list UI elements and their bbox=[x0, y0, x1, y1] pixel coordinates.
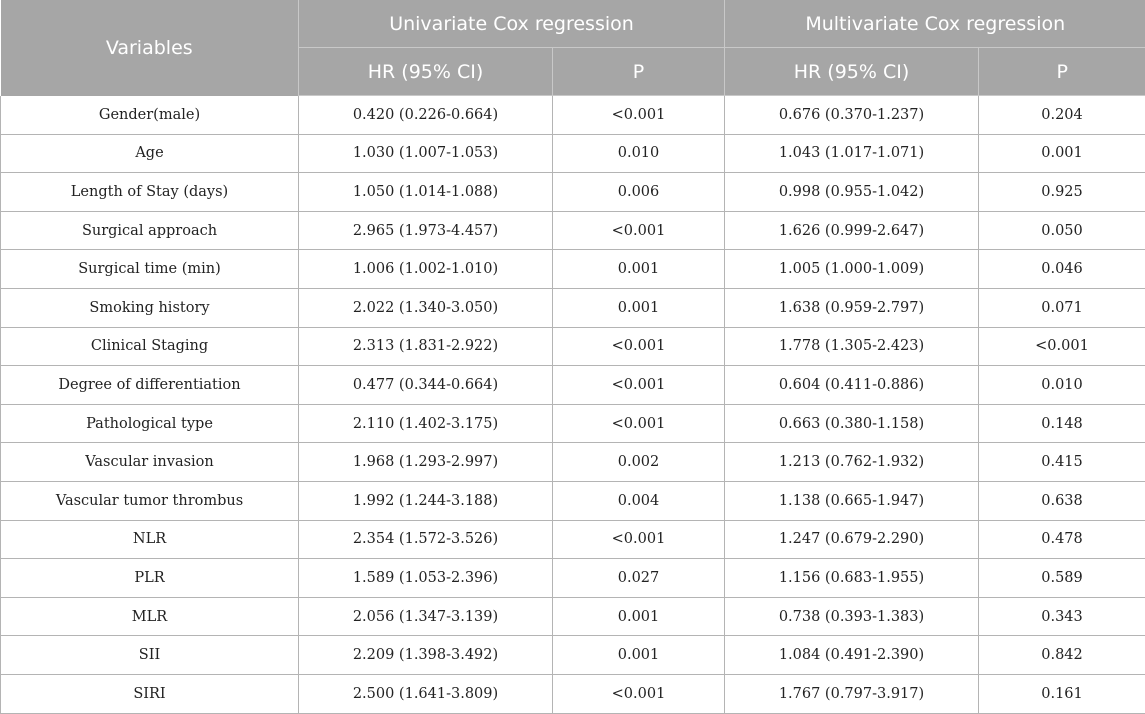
cell-multivariate-p: 0.001 bbox=[979, 134, 1145, 173]
table-row bbox=[1, 327, 1145, 366]
cell-univariate-hr: 2.500 (1.641-3.809) bbox=[299, 674, 553, 713]
cell-multivariate-p: 0.050 bbox=[979, 211, 1145, 250]
cell-univariate-hr: 2.110 (1.402-3.175) bbox=[299, 404, 553, 443]
header-multivariate: Multivariate Cox regression bbox=[725, 0, 1145, 48]
cell-univariate-hr: 1.589 (1.053-2.396) bbox=[299, 559, 553, 598]
cell-univariate-p: 0.006 bbox=[553, 173, 725, 212]
cell-multivariate-hr: 0.738 (0.393-1.383) bbox=[725, 597, 979, 636]
cell-univariate-hr: 1.968 (1.293-2.997) bbox=[299, 443, 553, 482]
cell-variable: Vascular tumor thrombus bbox=[1, 481, 299, 520]
table-header bbox=[1, 0, 1145, 96]
cell-variable: MLR bbox=[1, 597, 299, 636]
cell-univariate-p: <0.001 bbox=[553, 404, 725, 443]
cell-univariate-p: <0.001 bbox=[553, 520, 725, 559]
cell-multivariate-p: <0.001 bbox=[979, 327, 1145, 366]
table-row bbox=[1, 288, 1145, 327]
cell-univariate-hr: 2.313 (1.831-2.922) bbox=[299, 327, 553, 366]
table-row bbox=[1, 481, 1145, 520]
cell-multivariate-p: 0.148 bbox=[979, 404, 1145, 443]
cell-multivariate-p: 0.589 bbox=[979, 559, 1145, 598]
cell-univariate-p: <0.001 bbox=[553, 211, 725, 250]
header-variables: Variables bbox=[1, 0, 299, 96]
cell-univariate-p: 0.001 bbox=[553, 636, 725, 675]
cell-multivariate-p: 0.343 bbox=[979, 597, 1145, 636]
cell-univariate-hr: 1.030 (1.007-1.053) bbox=[299, 134, 553, 173]
cell-multivariate-p: 0.204 bbox=[979, 96, 1145, 135]
cell-univariate-p: <0.001 bbox=[553, 674, 725, 713]
table-row bbox=[1, 559, 1145, 598]
cell-univariate-p: 0.001 bbox=[553, 288, 725, 327]
cell-multivariate-hr: 1.084 (0.491-2.390) bbox=[725, 636, 979, 675]
header-row-groups bbox=[1, 0, 1145, 48]
cell-multivariate-p: 0.071 bbox=[979, 288, 1145, 327]
cell-univariate-p: 0.002 bbox=[553, 443, 725, 482]
cell-univariate-hr: 2.965 (1.973-4.457) bbox=[299, 211, 553, 250]
cell-univariate-p: <0.001 bbox=[553, 96, 725, 135]
cell-variable: SIRI bbox=[1, 674, 299, 713]
cell-multivariate-hr: 1.626 (0.999-2.647) bbox=[725, 211, 979, 250]
header-multi-p: P bbox=[979, 48, 1145, 96]
cell-variable: Pathological type bbox=[1, 404, 299, 443]
cell-variable: Degree of differentiation bbox=[1, 366, 299, 405]
header-univariate: Univariate Cox regression bbox=[299, 0, 725, 48]
table-row bbox=[1, 250, 1145, 289]
cell-multivariate-hr: 1.638 (0.959-2.797) bbox=[725, 288, 979, 327]
table-body bbox=[1, 96, 1145, 714]
cell-univariate-hr: 1.050 (1.014-1.088) bbox=[299, 173, 553, 212]
table-row bbox=[1, 404, 1145, 443]
header-multi-hr: HR (95% CI) bbox=[725, 48, 979, 96]
cell-variable: Surgical time (min) bbox=[1, 250, 299, 289]
cell-univariate-hr: 0.420 (0.226-0.664) bbox=[299, 96, 553, 135]
header-uni-p: P bbox=[553, 48, 725, 96]
cell-multivariate-p: 0.925 bbox=[979, 173, 1145, 212]
cell-multivariate-p: 0.842 bbox=[979, 636, 1145, 675]
table-row bbox=[1, 134, 1145, 173]
table-row bbox=[1, 96, 1145, 135]
cell-univariate-hr: 2.022 (1.340-3.050) bbox=[299, 288, 553, 327]
table-row bbox=[1, 443, 1145, 482]
cell-multivariate-p: 0.415 bbox=[979, 443, 1145, 482]
cell-multivariate-p: 0.478 bbox=[979, 520, 1145, 559]
cell-univariate-hr: 0.477 (0.344-0.664) bbox=[299, 366, 553, 405]
cell-univariate-p: 0.010 bbox=[553, 134, 725, 173]
cell-multivariate-hr: 1.213 (0.762-1.932) bbox=[725, 443, 979, 482]
cell-multivariate-hr: 1.043 (1.017-1.071) bbox=[725, 134, 979, 173]
cell-multivariate-hr: 1.778 (1.305-2.423) bbox=[725, 327, 979, 366]
cell-variable: PLR bbox=[1, 559, 299, 598]
cell-variable: Gender(male) bbox=[1, 96, 299, 135]
cell-multivariate-hr: 1.767 (0.797-3.917) bbox=[725, 674, 979, 713]
cell-univariate-hr: 1.006 (1.002-1.010) bbox=[299, 250, 553, 289]
cell-variable: Clinical Staging bbox=[1, 327, 299, 366]
table-row bbox=[1, 173, 1145, 212]
cell-multivariate-p: 0.161 bbox=[979, 674, 1145, 713]
cell-variable: Age bbox=[1, 134, 299, 173]
cell-variable: Surgical approach bbox=[1, 211, 299, 250]
table-row bbox=[1, 520, 1145, 559]
cell-multivariate-hr: 0.998 (0.955-1.042) bbox=[725, 173, 979, 212]
cell-multivariate-hr: 1.005 (1.000-1.009) bbox=[725, 250, 979, 289]
cell-multivariate-p: 0.010 bbox=[979, 366, 1145, 405]
cell-univariate-hr: 2.354 (1.572-3.526) bbox=[299, 520, 553, 559]
table-row bbox=[1, 597, 1145, 636]
cell-variable: Smoking history bbox=[1, 288, 299, 327]
table-row bbox=[1, 366, 1145, 405]
cell-variable: SII bbox=[1, 636, 299, 675]
cell-multivariate-p: 0.638 bbox=[979, 481, 1145, 520]
cell-multivariate-hr: 1.156 (0.683-1.955) bbox=[725, 559, 979, 598]
cell-multivariate-p: 0.046 bbox=[979, 250, 1145, 289]
table-row bbox=[1, 674, 1145, 713]
cell-univariate-p: 0.001 bbox=[553, 250, 725, 289]
table-row bbox=[1, 636, 1145, 675]
cell-variable: NLR bbox=[1, 520, 299, 559]
cell-multivariate-hr: 1.138 (0.665-1.947) bbox=[725, 481, 979, 520]
cell-univariate-p: 0.001 bbox=[553, 597, 725, 636]
header-uni-hr: HR (95% CI) bbox=[299, 48, 553, 96]
cell-univariate-p: <0.001 bbox=[553, 366, 725, 405]
cell-multivariate-hr: 1.247 (0.679-2.290) bbox=[725, 520, 979, 559]
cell-multivariate-hr: 0.676 (0.370-1.237) bbox=[725, 96, 979, 135]
cell-multivariate-hr: 0.604 (0.411-0.886) bbox=[725, 366, 979, 405]
cell-variable: Length of Stay (days) bbox=[1, 173, 299, 212]
cell-univariate-p: <0.001 bbox=[553, 327, 725, 366]
cell-univariate-hr: 1.992 (1.244-3.188) bbox=[299, 481, 553, 520]
cell-univariate-p: 0.004 bbox=[553, 481, 725, 520]
cell-variable: Vascular invasion bbox=[1, 443, 299, 482]
cell-univariate-p: 0.027 bbox=[553, 559, 725, 598]
cell-multivariate-hr: 0.663 (0.380-1.158) bbox=[725, 404, 979, 443]
table-row bbox=[1, 211, 1145, 250]
cell-univariate-hr: 2.209 (1.398-3.492) bbox=[299, 636, 553, 675]
cell-univariate-hr: 2.056 (1.347-3.139) bbox=[299, 597, 553, 636]
